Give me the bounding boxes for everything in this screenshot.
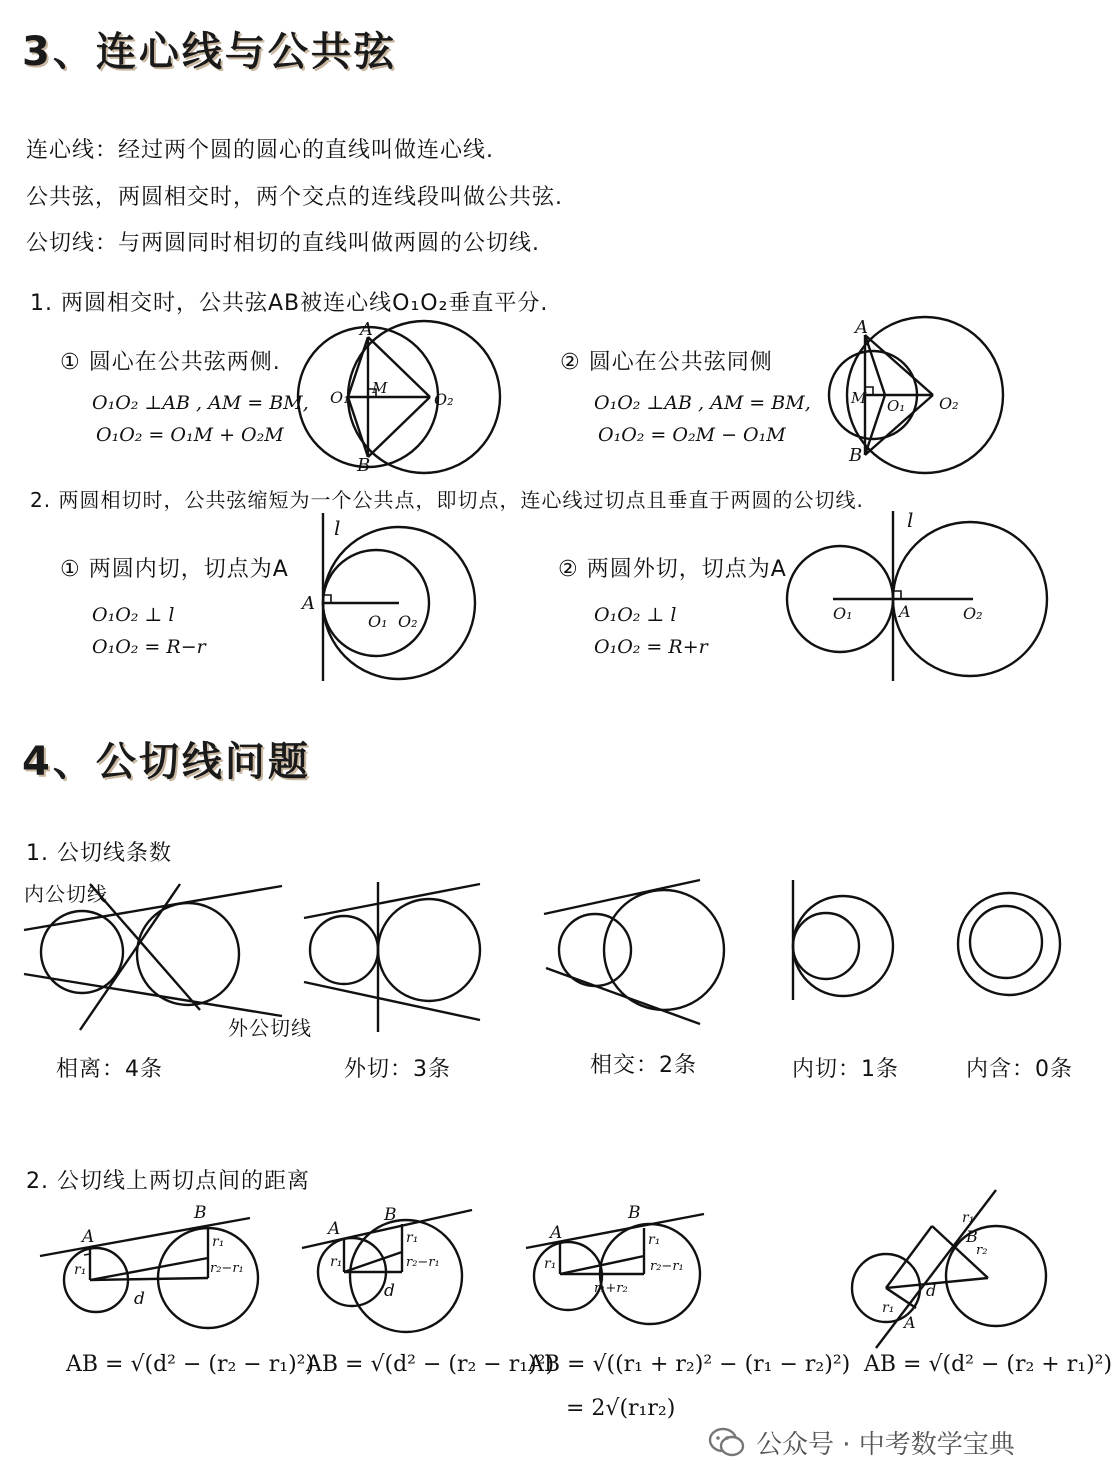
label-d: d (384, 1281, 395, 1301)
label-a: A (550, 1223, 563, 1243)
fig-dist-tangent (524, 1200, 724, 1350)
label-o1: O₁ (368, 612, 388, 631)
fig-internal-tangent (296, 505, 486, 685)
label-a: A (82, 1227, 95, 1247)
fig-ext-tangent-3 (300, 880, 490, 1040)
label-l: l (334, 516, 341, 540)
label-m: M (851, 389, 867, 407)
section3-title: 3、连心线与公共弦 (22, 29, 397, 75)
label-o1: O₁ (330, 388, 350, 407)
wechat-icon (708, 1427, 746, 1459)
label-m: M (372, 379, 388, 397)
section4-title: 4、公切线问题 (22, 739, 311, 785)
case-ext-tangent: 外切：3条 (344, 1057, 451, 1082)
outer-tangent-label: 外公切线 (228, 1016, 312, 1040)
formula-tangent-simplified: = 2√(r₁r₂) (566, 1396, 676, 1421)
p1-case1-label: ① 圆心在公共弦两侧. (60, 350, 281, 375)
p1-case2-formula1: O₁O₂ ⊥AB , AM = BM, (594, 392, 811, 414)
def-center-line: 连心线：经过两个圆的圆心的直线叫做连心线. (26, 138, 494, 163)
p2-case2-formula2: O₁O₂ = R+r (594, 636, 708, 658)
label-a: A (360, 319, 373, 340)
watermark-text: 公众号 · 中考数学宝典 (756, 1430, 1015, 1460)
label-d: d (134, 1289, 145, 1309)
label-r1b: r₁ (212, 1234, 225, 1250)
label-b: B (966, 1227, 978, 1246)
label-diff: r₂−r₁ (650, 1259, 684, 1274)
label-o2: O₂ (434, 390, 454, 409)
s4-p2-heading: 2. 公切线上两切点间的距离 (26, 1169, 310, 1194)
label-o1: O₁ (887, 397, 906, 415)
label-diff: r₂−r₁ (406, 1255, 440, 1270)
p2-case2-label: ② 两圆外切，切点为A (558, 557, 787, 582)
p1-case1-formula1: O₁O₂ ⊥AB , AM = BM, (92, 392, 309, 414)
label-r1: r₁ (330, 1254, 343, 1270)
case-contained: 内含：0条 (966, 1057, 1073, 1082)
formula-intersect: AB = √(d² − (r₂ − r₁)²) (306, 1352, 555, 1377)
case-int-tangent: 内切：1条 (792, 1057, 899, 1082)
label-a: A (328, 1219, 341, 1239)
label-o2: O₂ (398, 612, 418, 631)
p1-heading: 1. 两圆相交时，公共弦AB被连心线O₁O₂垂直平分. (30, 291, 549, 316)
case-intersect: 相交：2条 (590, 1053, 697, 1078)
watermark (708, 1424, 1015, 1461)
label-r1: r₁ (962, 1210, 975, 1226)
p2-case1-formula1: O₁O₂ ⊥ l (92, 604, 175, 626)
label-l: l (907, 508, 914, 532)
label-o2: O₂ (939, 394, 959, 413)
label-r1b: r₁ (406, 1230, 419, 1246)
label-b: B (357, 455, 371, 476)
label-sum: r₁+r₂ (594, 1281, 628, 1296)
s4-p1-heading: 1. 公切线条数 (26, 841, 172, 866)
p2-case1-formula2: O₁O₂ = R−r (92, 636, 206, 658)
label-a: A (899, 602, 911, 621)
p2-case2-formula1: O₁O₂ ⊥ l (594, 604, 677, 626)
label-r1: r₁ (74, 1262, 87, 1278)
fig-contained-0 (950, 880, 1070, 1020)
def-common-tangent: 公切线：与两圆同时相切的直线叫做两圆的公切线. (26, 231, 540, 256)
label-b: B (628, 1203, 641, 1223)
p2-heading: 2. 两圆相切时，公共弦缩短为一个公共点，即切点，连心线过切点且垂直于两圆的公切线. (30, 488, 864, 512)
label-b: B (849, 445, 863, 466)
label-r2: r₂ (976, 1243, 988, 1258)
fig-dist-intersect (298, 1200, 498, 1350)
fig-dist-inner (846, 1188, 1056, 1358)
p1-case2-label: ② 圆心在公共弦同侧 (560, 350, 773, 375)
inner-tangent-label: 内公切线 (24, 882, 108, 906)
label-r1b: r₁ (648, 1232, 661, 1248)
label-o1: O₁ (833, 604, 853, 623)
label-a: A (855, 317, 868, 338)
formula-tangent: AB = √((r₁ + r₂)² − (r₁ − r₂)²) (528, 1352, 851, 1377)
formula-outer: AB = √(d² − (r₂ − r₁)²) (66, 1352, 315, 1377)
fig-dist-outer (38, 1200, 268, 1350)
p1-case2-formula2: O₁O₂ = O₂M − O₁M (598, 424, 786, 446)
label-diff: r₂−r₁ (210, 1261, 244, 1276)
label-b: B (194, 1203, 207, 1223)
def-common-chord: 公共弦，两圆相交时，两个交点的连线段叫做公共弦. (26, 185, 563, 210)
fig-intersect-2 (540, 878, 710, 1038)
fig-int-tangent-1 (780, 878, 900, 1038)
p2-case1-label: ① 两圆内切，切点为A (60, 557, 289, 582)
fig-intersect-same-side (825, 315, 1015, 475)
label-b: B (384, 1205, 397, 1225)
label-a: A (302, 593, 315, 614)
label-r1: r₁ (544, 1256, 557, 1272)
case-separate: 相离：4条 (56, 1057, 163, 1082)
label-r1b: r₁ (882, 1300, 895, 1316)
fig-intersect-both-sides (290, 315, 520, 485)
label-a: A (904, 1313, 916, 1332)
formula-inner: AB = √(d² − (r₂ + r₁)²) (864, 1352, 1112, 1377)
fig-external-tangent (785, 505, 1055, 685)
label-d: d (926, 1281, 937, 1300)
label-o2: O₂ (963, 604, 983, 623)
p1-case1-formula2: O₁O₂ = O₁M + O₂M (96, 424, 284, 446)
